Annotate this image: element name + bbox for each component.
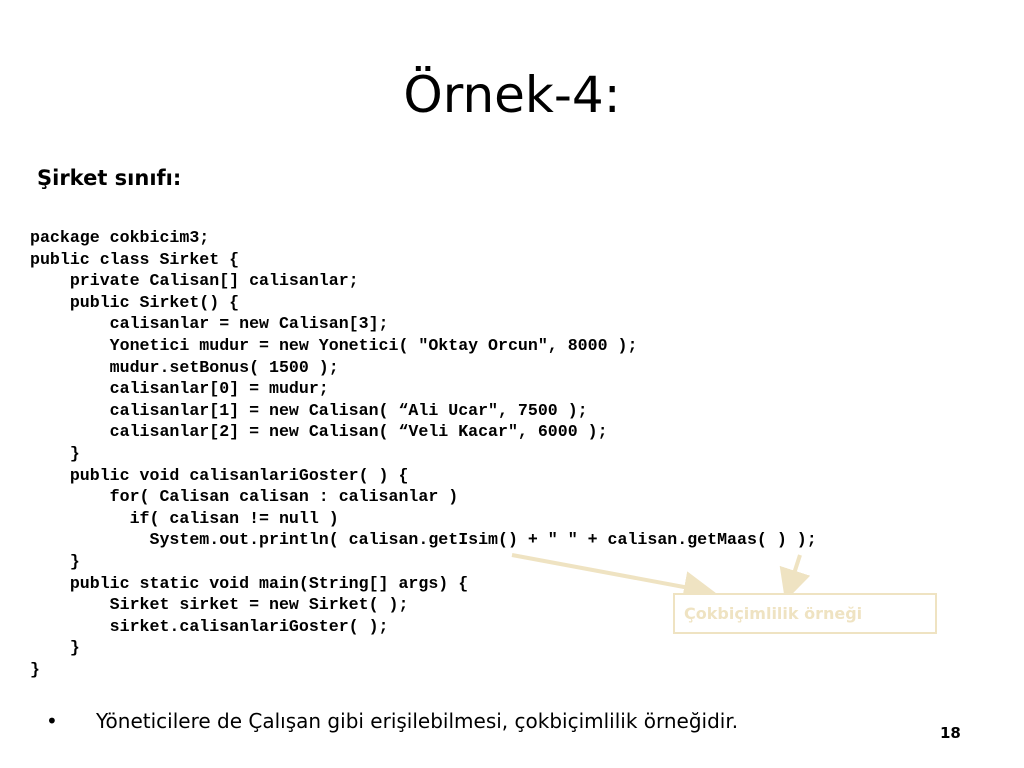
code-line: }: [30, 638, 80, 658]
code-line: System.out.println( calisan.getIsim() + " " + calisan.getMaas( ) );: [30, 530, 817, 550]
callout-label: Çokbiçimlilik örneği: [684, 604, 863, 623]
code-line: if( calisan != null ): [30, 508, 339, 528]
code-line: public static void main(String[] args) {: [30, 573, 469, 593]
code-line: }: [30, 551, 80, 571]
code-line: package cokbicim3;: [30, 228, 210, 247]
code-line: Yonetici mudur = new Yonetici( "Oktay Orcun", 8000 );: [30, 335, 638, 355]
bullet-text: Yöneticilere de Çalışan gibi erişilebilmesi, çokbiçimlilik örneğidir.: [96, 709, 739, 733]
code-line: calisanlar[2] = new Calisan( “Veli Kacar", 6000 );: [30, 422, 608, 442]
code-line: Sirket sirket = new Sirket( );: [30, 595, 409, 615]
code-line: public void calisanlariGoster( ) {: [30, 465, 409, 485]
page-number: 18: [940, 724, 961, 742]
slide-title: Örnek-4:: [403, 66, 621, 124]
code-line: public class Sirket {: [30, 249, 240, 269]
code-line: for( Calisan calisan : calisanlar ): [30, 487, 459, 507]
code-line: calisanlar = new Calisan[3];: [30, 314, 389, 334]
code-line: public Sirket() {: [30, 292, 240, 312]
code-line: calisanlar[0] = mudur;: [30, 379, 329, 399]
bullet-marker: •: [46, 709, 58, 733]
code-line: sirket.calisanlariGoster( );: [30, 616, 389, 636]
code-line: private Calisan[] calisanlar;: [30, 271, 359, 291]
code-line: mudur.setBonus( 1500 );: [30, 357, 339, 377]
slide-subtitle: Şirket sınıfı:: [37, 166, 182, 190]
code-line: calisanlar[1] = new Calisan( “Ali Ucar", 7500 );: [30, 400, 588, 420]
code-line: }: [30, 659, 40, 679]
code-line: }: [30, 443, 80, 463]
bullet-item: [46, 706, 738, 736]
callout-box: [673, 593, 937, 634]
